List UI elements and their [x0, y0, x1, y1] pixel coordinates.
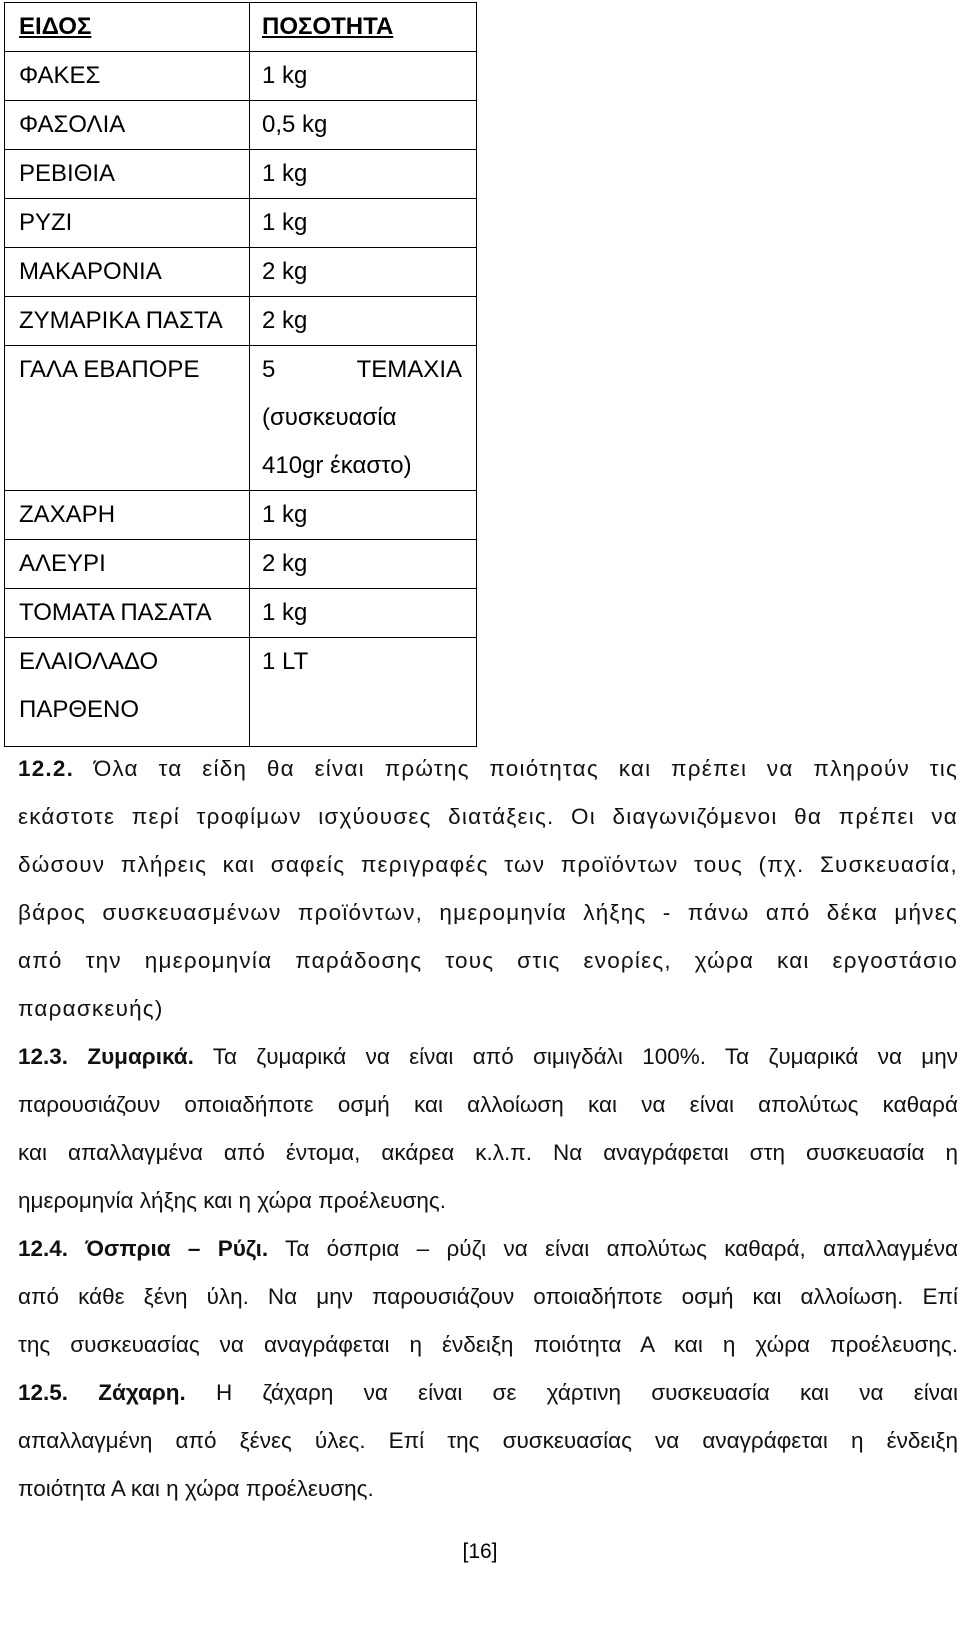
section-title: Ζάχαρη. — [98, 1380, 186, 1405]
text-line: από την ημερομηνία παράδοσης τους στις ενορίες, χώρα και εργοστάσιο — [18, 948, 958, 973]
table-row — [5, 248, 477, 297]
header-quantity: ΠΟΣΟΤΗΤΑ — [250, 3, 477, 52]
item-cell: ΓΑΛΑ ΕΒΑΠΟΡΕ — [5, 346, 250, 491]
text-line: από κάθε ξένη ύλη. Να μην παρουσιάζουν οποιαδήποτε οσμή και αλλοίωση. Επί — [18, 1284, 958, 1309]
text-span: Όλα τα είδη θα είναι πρώτης ποιότητας και πρέπει να πληρούν τις — [93, 756, 958, 781]
item-cell: ΡΥΖΙ — [5, 199, 250, 248]
quantity-count: 5 — [262, 356, 276, 383]
section-title: Όσπρια – Ρύζι. — [85, 1236, 269, 1261]
item-cell: ΜΑΚΑΡΟΝΙΑ — [5, 248, 250, 297]
body-text — [18, 745, 958, 1513]
text-line: εκάστοτε περί τροφίμων ισχύουσες διατάξεις. Οι διαγωνιζόμενοι θα πρέπει να — [18, 804, 958, 829]
text-line: ποιότητα Α και η χώρα προέλευσης. — [18, 1476, 374, 1501]
table-row — [5, 540, 477, 589]
table-row — [5, 101, 477, 150]
paragraph-12-4 — [18, 1225, 958, 1369]
text-line: παρουσιάζουν οποιαδήποτε οσμή και αλλοίωση και να είναι απολύτως καθαρά — [18, 1092, 958, 1117]
item-cell: ΑΛΕΥΡΙ — [5, 540, 250, 589]
text-line: παρασκευής) — [18, 996, 164, 1021]
text-span: Τα ζυμαρικά να είναι από σιμιγδάλι 100%. Τα ζυμαρικά να μην — [212, 1044, 958, 1069]
item-cell: ΖΥΜΑΡΙΚΑ ΠΑΣΤΑ — [5, 297, 250, 346]
text-line — [18, 745, 958, 793]
paragraph-12-3 — [18, 1033, 958, 1225]
text-line — [18, 1033, 958, 1081]
section-title: Ζυμαρικά. — [87, 1044, 194, 1069]
table-row — [5, 297, 477, 346]
item-cell: ΦΑΚΕΣ — [5, 52, 250, 101]
quantity-cell: 1 kg — [250, 199, 477, 248]
paragraph-12-2 — [18, 745, 958, 1033]
quantity-cell: 1 LT — [250, 638, 477, 747]
quantity-cell — [250, 346, 477, 491]
quantity-cell: 1 kg — [250, 52, 477, 101]
item-cell: ΤΟΜΑΤΑ ΠΑΣΑΤΑ — [5, 589, 250, 638]
page-number: [16] — [462, 1540, 498, 1563]
quantity-cell: 2 kg — [250, 297, 477, 346]
text-line: ημερομηνία λήξης και η χώρα προέλευσης. — [18, 1188, 447, 1213]
quantity-note: (συσκευασία — [262, 404, 397, 431]
item-line: ΠΑΡΘΕΝΟ — [19, 696, 140, 723]
quantity-cell: 1 kg — [250, 589, 477, 638]
text-span: Τα όσπρια – ρύζι να είναι απολύτως καθαρά, απαλλαγμένα — [285, 1236, 958, 1261]
item-cell: ΦΑΣΟΛΙΑ — [5, 101, 250, 150]
text-line: βάρος συσκευασμένων προϊόντων, ημερομηνία λήξης - πάνω από δέκα μήνες — [18, 900, 958, 925]
table-row — [5, 150, 477, 199]
text-line: δώσουν πλήρεις και σαφείς περιγραφές των προϊόντων τους (πχ. Συσκευασία, — [18, 852, 958, 877]
quantity-cell: 1 kg — [250, 150, 477, 199]
text-span: Η ζάχαρη να είναι σε χάρτινη συσκευασία και να είναι — [215, 1380, 958, 1405]
quantity-cell: 0,5 kg — [250, 101, 477, 150]
text-line — [18, 1369, 958, 1417]
table-row — [5, 589, 477, 638]
quantity-note: 410gr έκαστο) — [262, 452, 412, 479]
item-cell: ΖΑΧΑΡΗ — [5, 491, 250, 540]
table-row — [5, 52, 477, 101]
text-line — [18, 1225, 958, 1273]
text-line: απαλλαγμένη από ξένες ύλες. Επί της συσκευασίας να αναγράφεται η ένδειξη — [18, 1428, 958, 1453]
table-header-row — [5, 3, 477, 52]
table-row — [5, 346, 477, 491]
quantity-unit: ΤΕΜΑΧΙΑ — [356, 356, 462, 383]
table-row — [5, 638, 477, 747]
quantity-cell: 2 kg — [250, 540, 477, 589]
item-cell: ΡΕΒΙΘΙΑ — [5, 150, 250, 199]
quantity-line — [262, 346, 462, 394]
text-line: και απαλλαγμένα από έντομα, ακάρεα κ.λ.π. Να αναγράφεται στη συσκευασία η — [18, 1140, 958, 1165]
paragraph-12-5 — [18, 1369, 958, 1513]
item-cell — [5, 638, 250, 747]
table-row — [5, 199, 477, 248]
header-item: ΕΙΔΟΣ — [5, 3, 250, 52]
section-number: 12.4. — [18, 1236, 69, 1261]
quantity-cell: 2 kg — [250, 248, 477, 297]
section-number: 12.3. — [18, 1044, 69, 1069]
item-line: ΕΛΑΙΟΛΑΔΟ — [19, 648, 159, 675]
section-number: 12.5. — [18, 1380, 69, 1405]
quantity-cell: 1 kg — [250, 491, 477, 540]
text-line: της συσκευασίας να αναγράφεται η ένδειξη ποιότητα Α και η χώρα προέλευσης. — [18, 1332, 958, 1357]
table-row — [5, 491, 477, 540]
goods-table — [4, 2, 477, 747]
section-number: 12.2. — [18, 756, 75, 781]
